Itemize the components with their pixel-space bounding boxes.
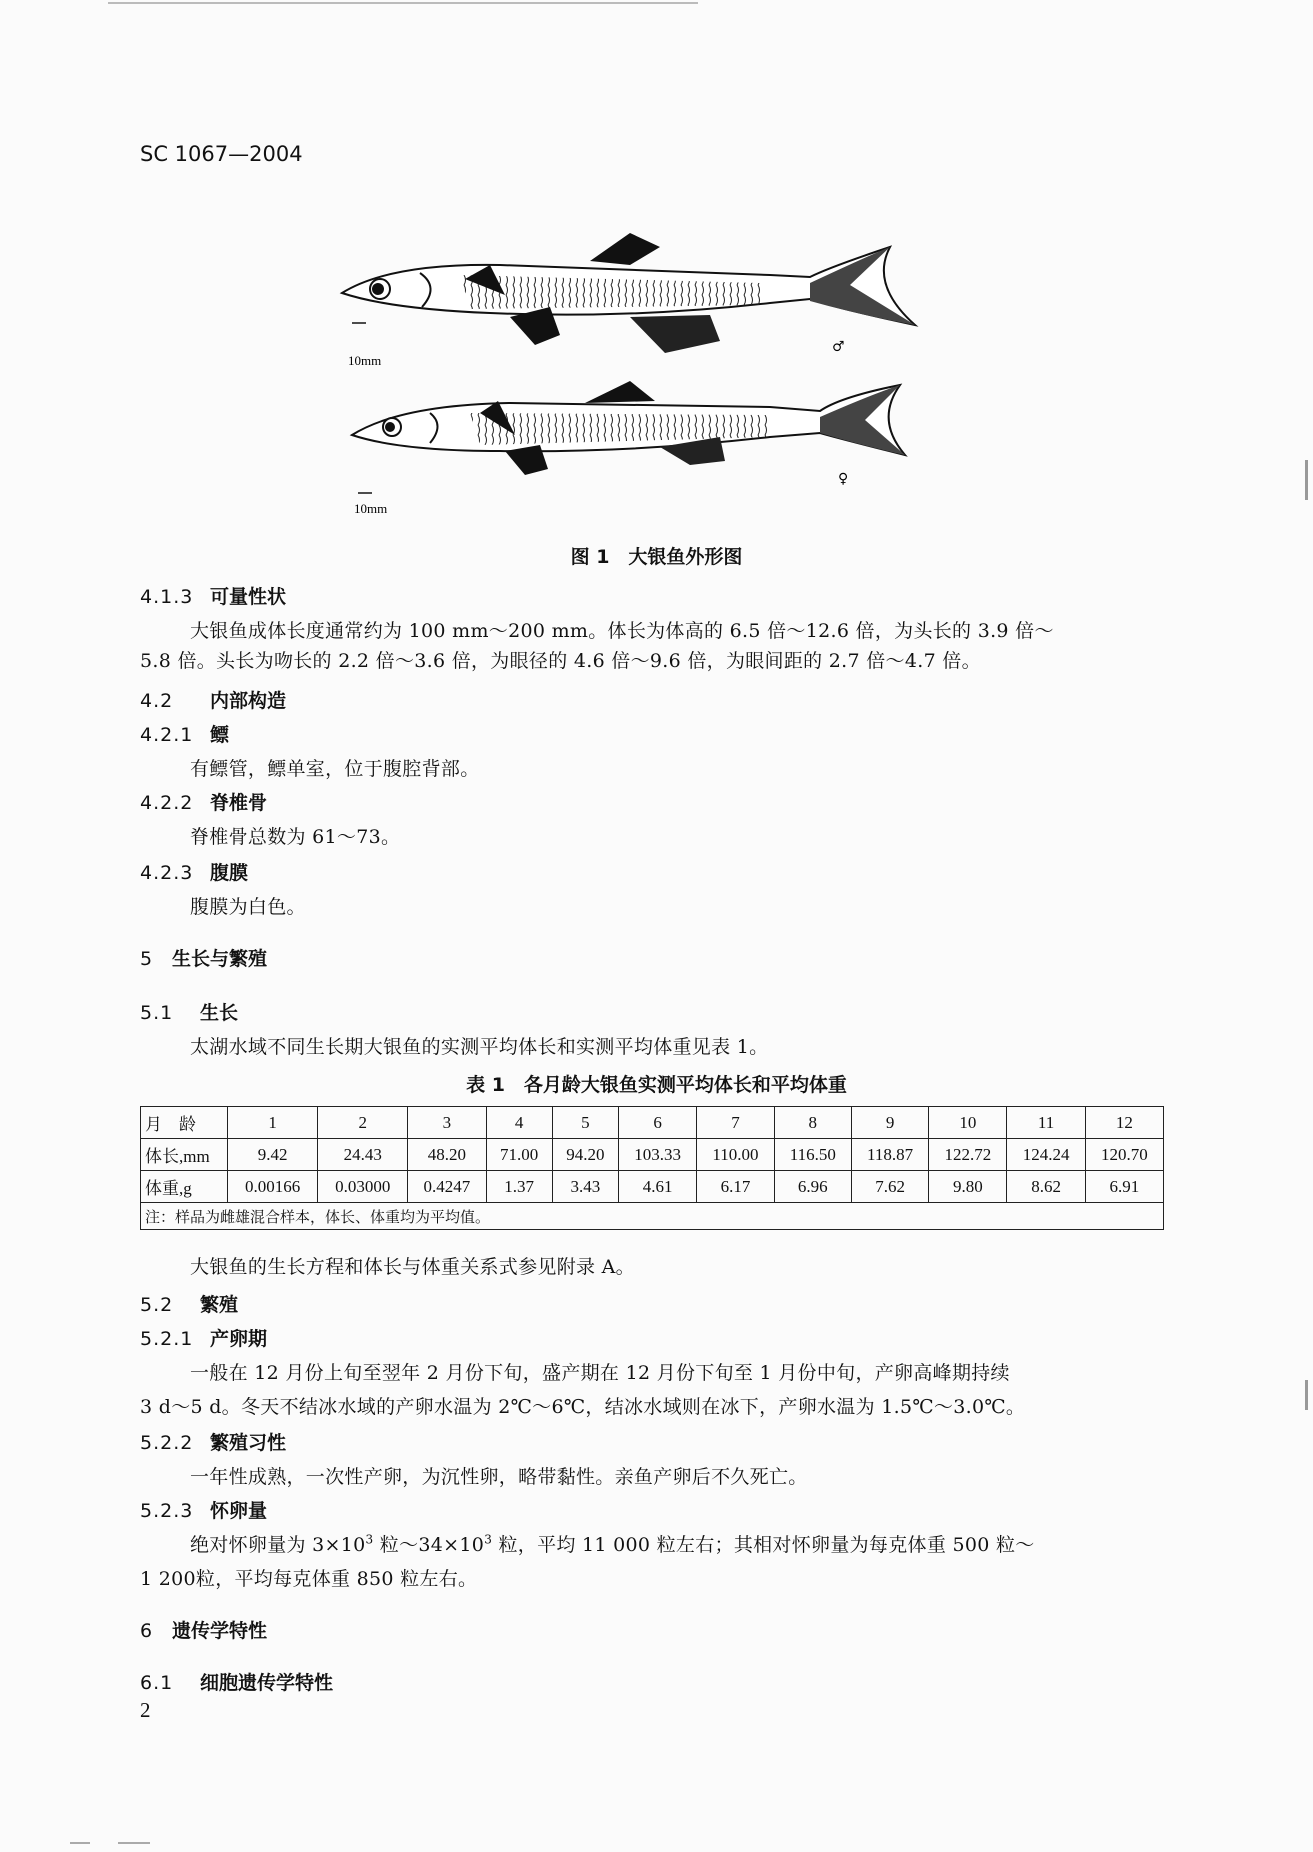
length-cell: 9.42 bbox=[228, 1139, 318, 1171]
paragraph-4-2-3: 腹膜为白色。 bbox=[190, 896, 306, 918]
month-cell: 4 bbox=[486, 1107, 552, 1139]
scale-label-bottom: 10mm bbox=[354, 501, 388, 516]
heading-6: 6 遗传学特性 bbox=[140, 1620, 268, 1642]
male-symbol: ♂ bbox=[832, 339, 845, 355]
scan-edge-mark bbox=[1305, 460, 1308, 500]
table-row-note bbox=[141, 1203, 1164, 1230]
fish-figure bbox=[330, 225, 970, 525]
paragraph-5-2-1-line1: 一般在 12 月份上旬至翌年 2 月份下旬，盛产期在 12 月份下旬至 1 月份中旬，产卵高峰期持续 bbox=[190, 1362, 1010, 1384]
length-cell: 48.20 bbox=[408, 1139, 486, 1171]
paragraph-5-1: 太湖水域不同生长期大银鱼的实测平均体长和实测平均体重见表 1。 bbox=[190, 1036, 769, 1058]
length-cell: 122.72 bbox=[929, 1139, 1007, 1171]
month-cell: 7 bbox=[697, 1107, 774, 1139]
table-row-weight bbox=[141, 1171, 1164, 1203]
length-header: 体长,mm bbox=[141, 1139, 228, 1171]
heading-4-1-3: 4.1.3 可量性状 bbox=[140, 586, 287, 608]
table-row-length bbox=[141, 1139, 1164, 1171]
paragraph-4-2-2: 脊椎骨总数为 61～73。 bbox=[190, 826, 401, 848]
scale-label-top: 10mm bbox=[348, 353, 382, 368]
heading-4-2-1: 4.2.1 鳔 bbox=[140, 724, 230, 746]
weight-cell: 6.91 bbox=[1085, 1171, 1163, 1203]
paragraph-4-2-1: 有鳔管，鳔单室，位于腹腔背部。 bbox=[190, 758, 480, 780]
length-cell: 110.00 bbox=[697, 1139, 774, 1171]
heading-4-2-3: 4.2.3 腹膜 bbox=[140, 862, 249, 884]
weight-cell: 4.61 bbox=[619, 1171, 697, 1203]
month-cell: 11 bbox=[1007, 1107, 1085, 1139]
heading-4-2-2: 4.2.2 脊椎骨 bbox=[140, 792, 268, 814]
length-cell: 124.24 bbox=[1007, 1139, 1085, 1171]
weight-cell: 7.62 bbox=[851, 1171, 928, 1203]
male-fish-drawing bbox=[342, 233, 915, 353]
paragraph-5-2-1-line2: 3 d～5 d。冬天不结冰水域的产卵水温为 2℃～6℃，结冰水域则在冰下，产卵水温为 1.5℃～3.0℃。 bbox=[140, 1396, 1026, 1418]
growth-table bbox=[140, 1106, 1164, 1230]
paragraph-5-2-3-line1: 绝对怀卵量为 $3\times 10^3$ 粒$\sim 34\times 10^3$ 粒，平均 11 000 粒左右；其相对怀卵量为每克体重 500 粒～ bbox=[190, 1532, 1035, 1556]
heading-5-2-1: 5.2.1 产卵期 bbox=[140, 1328, 268, 1350]
month-cell: 3 bbox=[408, 1107, 486, 1139]
weight-cell: 0.00166 bbox=[228, 1171, 318, 1203]
weight-cell: 8.62 bbox=[1007, 1171, 1085, 1203]
paragraph-5-2-2: 一年性成熟，一次性产卵，为沉性卵，略带黏性。亲鱼产卵后不久死亡。 bbox=[190, 1466, 808, 1488]
weight-cell: 1.37 bbox=[486, 1171, 552, 1203]
weight-header: 体重,g bbox=[141, 1171, 228, 1203]
paragraph-4-1-3-line2: 5.8 倍。头长为吻长的 2.2 倍～3.6 倍，为眼径的 4.6 倍～9.6 倍，为眼间距的 2.7 倍～4.7 倍。 bbox=[140, 650, 981, 672]
female-symbol: ♀ bbox=[838, 471, 849, 487]
weight-cell: 0.4247 bbox=[408, 1171, 486, 1203]
figure-caption: 图 1 大银鱼外形图 bbox=[570, 546, 743, 568]
month-cell: 6 bbox=[619, 1107, 697, 1139]
female-fish-drawing bbox=[352, 381, 905, 475]
heading-5-2: 5.2 繁殖 bbox=[140, 1294, 239, 1316]
length-cell: 94.20 bbox=[552, 1139, 618, 1171]
length-cell: 120.70 bbox=[1085, 1139, 1163, 1171]
heading-5-2-2: 5.2.2 繁殖习性 bbox=[140, 1432, 287, 1454]
length-cell: 71.00 bbox=[486, 1139, 552, 1171]
paragraph-4-1-3-line1: 大银鱼成体长度通常约为 100 mm～200 mm。体长为体高的 6.5 倍～12.6 倍，为头长的 3.9 倍～ bbox=[190, 620, 1054, 642]
weight-cell: 3.43 bbox=[552, 1171, 618, 1203]
month-header: 月 龄 bbox=[141, 1107, 228, 1139]
heading-5: 5 生长与繁殖 bbox=[140, 948, 268, 970]
standard-code: SC 1067—2004 bbox=[140, 142, 303, 166]
top-edge-rule bbox=[108, 2, 698, 4]
month-cell: 8 bbox=[774, 1107, 851, 1139]
weight-cell: 6.17 bbox=[697, 1171, 774, 1203]
scan-bottom-mark bbox=[118, 1842, 150, 1844]
heading-5-2-3: 5.2.3 怀卵量 bbox=[140, 1500, 268, 1522]
table-title: 表 1 各月龄大银鱼实测平均体长和平均体重 bbox=[466, 1074, 847, 1096]
weight-cell: 6.96 bbox=[774, 1171, 851, 1203]
scan-edge-mark bbox=[1305, 1380, 1308, 1410]
length-cell: 118.87 bbox=[851, 1139, 928, 1171]
table-row-months bbox=[141, 1107, 1164, 1139]
length-cell: 103.33 bbox=[619, 1139, 697, 1171]
heading-6-1: 6.1 细胞遗传学特性 bbox=[140, 1672, 334, 1694]
page-number: 2 bbox=[140, 1698, 151, 1722]
heading-5-1: 5.1 生长 bbox=[140, 1002, 239, 1024]
month-cell: 10 bbox=[929, 1107, 1007, 1139]
month-cell: 2 bbox=[318, 1107, 408, 1139]
month-cell: 9 bbox=[851, 1107, 928, 1139]
month-cell: 1 bbox=[228, 1107, 318, 1139]
heading-4-2: 4.2 内部构造 bbox=[140, 690, 287, 712]
month-cell: 12 bbox=[1085, 1107, 1163, 1139]
month-cell: 5 bbox=[552, 1107, 618, 1139]
paragraph-5-2-3-line2: 1 200粒，平均每克体重 850 粒左右。 bbox=[140, 1568, 478, 1590]
weight-cell: 0.03000 bbox=[318, 1171, 408, 1203]
length-cell: 116.50 bbox=[774, 1139, 851, 1171]
length-cell: 24.43 bbox=[318, 1139, 408, 1171]
paragraph-after-table: 大银鱼的生长方程和体长与体重关系式参见附录 A。 bbox=[190, 1256, 635, 1278]
scan-bottom-mark bbox=[70, 1842, 90, 1844]
weight-cell: 9.80 bbox=[929, 1171, 1007, 1203]
table-note: 注：样品为雌雄混合样本，体长、体重均为平均值。 bbox=[141, 1203, 1164, 1230]
